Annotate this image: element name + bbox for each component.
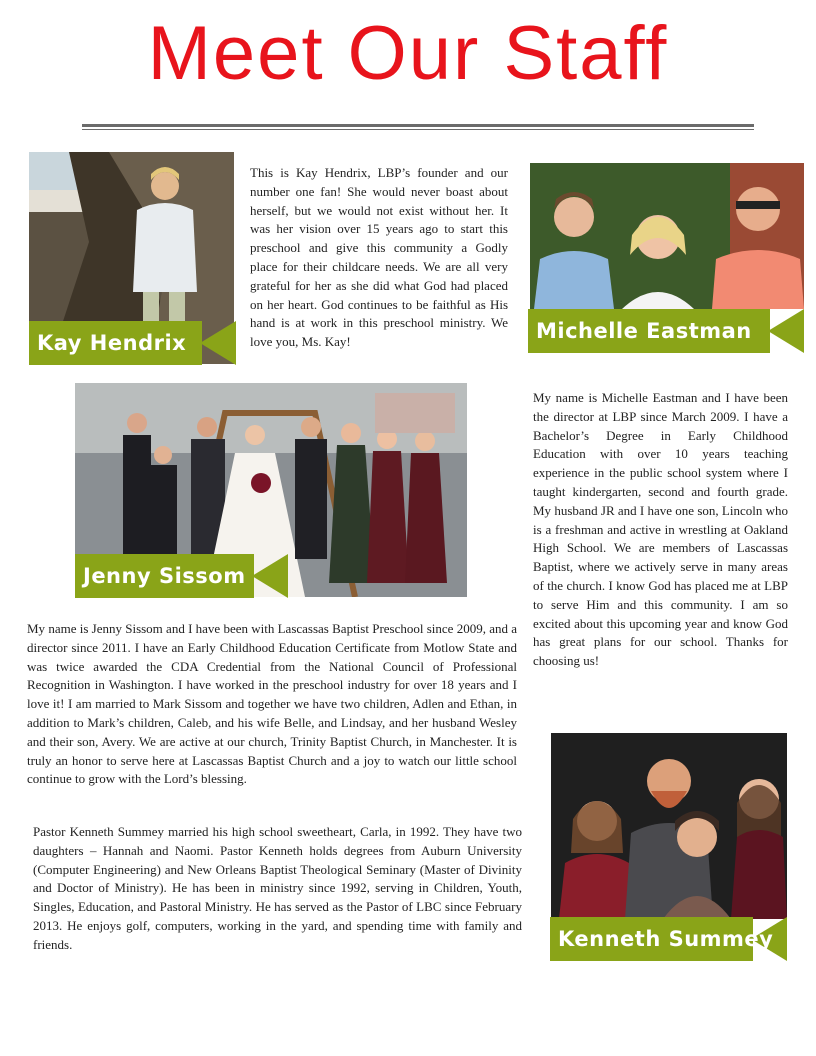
page-title: Meet Our Staff xyxy=(147,11,669,96)
michelle-eastman-name-banner xyxy=(528,309,804,353)
michelle-eastman-name: Michelle Eastman xyxy=(536,319,752,343)
kay-hendrix-name-banner xyxy=(29,321,236,365)
title-divider-thin xyxy=(82,129,754,130)
jenny-sissom-name: Jenny Sissom xyxy=(83,564,246,588)
kay-hendrix-name: Kay Hendrix xyxy=(37,331,187,355)
michelle-eastman-photo xyxy=(530,163,804,309)
kay-hendrix-bio: This is Kay Hendrix, LBP’s founder and our number one fan! She would never boast about herself, but we would not exist without her. It was her vision over 15 years ago to start this preschool and give this community a Godly place for their childcare needs. We are all very grateful for her as she did what God had placed on her heart. God continues to be faithful as His hand is at work in this preschool ministry. We love you, Ms. Kay! xyxy=(250,165,508,350)
michelle-eastman-bio: My name is Michelle Eastman and I have been the director at LBP since March 2009. I have a Bachelor’s Degree in Early Childhood Education with over 10 years teaching experience in the public school system where I taught kindergarten, second and fourth grade. My husband JR and I have one son, Lincoln who is a freshman and active in wrestling at Oakland High School. We are members of Lascassas Baptist, where we actively serve in many areas of the church. I know God has placed me at LBP to serve Him and this community. I am so excited about this upcoming year and know God has great plans for our school. Thanks for choosing us! xyxy=(533,390,788,669)
kenneth-summey-name-banner xyxy=(550,917,787,961)
kenneth-summey-bio: Pastor Kenneth Summey married his high school sweetheart, Carla, in 1992. They have two daughters – Hannah and Naomi. Pastor Kenneth holds degrees from Auburn University (Computer Engineering) and New Orleans Baptist Theological Seminary (Master of Divinity and Doctor of Ministry). He has been in ministry since 1992, serving in Children, Youth, Singles, Education, and Pastoral Ministry. He has served as the Pastor of LBC since February 2013. He enjoys golf, computers, working in the yard, and spending time with family and friends. xyxy=(33,824,522,952)
jenny-sissom-bio: My name is Jenny Sissom and I have been with Lascassas Baptist Preschool since 2009, and a director since 2011. I have an Early Childhood Education Certificate from Motlow State and was twice awarded the CDA Credential from the National Council of Professional Recognition in Washington. I have worked in the preschool industry for over 18 years and I love it! I am married to Mark Sissom and together we have two children, Adlen and Ethan, in addition to Mark’s children, Caleb, and his wife Belle, and Lindsay, and her husband Wesley and their son, Avery. We are active at our church, Trinity Baptist Church, in Manchester. It is truly an honor to serve here at Lascassas Baptist Church and a joy to watch our little school continue to grow with the Lord’s blessing. xyxy=(27,621,517,787)
title-divider xyxy=(82,124,754,127)
kenneth-summey-photo xyxy=(551,733,787,919)
kenneth-summey-name: Kenneth Summey xyxy=(558,927,774,951)
jenny-sissom-name-banner xyxy=(75,554,288,598)
